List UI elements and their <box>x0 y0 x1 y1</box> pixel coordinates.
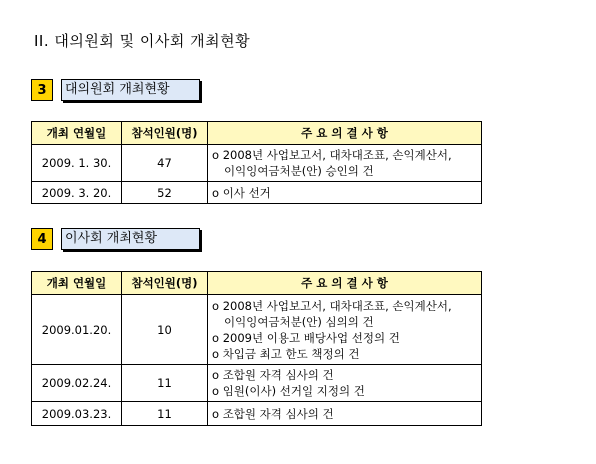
count-cell: 52 <box>122 182 208 204</box>
items-cell <box>208 182 482 204</box>
items-cell <box>208 365 482 402</box>
items-cell <box>208 295 482 365</box>
items-cell <box>208 402 482 426</box>
date-cell: 2009.02.24. <box>32 365 122 402</box>
count-cell: 10 <box>122 295 208 365</box>
board-meetings-table <box>31 271 482 426</box>
agenda-item: o 차입금 최고 한도 책정의 건 <box>212 346 360 361</box>
count-cell: 47 <box>122 145 208 182</box>
table-row <box>32 295 482 365</box>
page-title: II. 대의원회 및 이사회 개최현황 <box>34 32 251 50</box>
col-items-header: 주 요 의 결 사 항 <box>208 272 482 295</box>
count-cell: 11 <box>122 402 208 426</box>
date-cell: 2009. 1. 30. <box>32 145 122 182</box>
agenda-item: o 조합원 자격 심사의 건 <box>212 406 334 421</box>
table-header-row <box>32 122 482 145</box>
agenda-item: 이익잉여금처분(안) 승인의 건 <box>224 164 374 178</box>
section-title: 대의원회 개최현황 <box>61 79 200 101</box>
col-date-header: 개최 연월일 <box>32 272 122 295</box>
col-count-header: 참석인원(명) <box>122 122 208 145</box>
assembly-meetings-table <box>31 121 482 204</box>
agenda-item: o 2009년 이용고 배당사업 선정의 건 <box>212 330 400 345</box>
items-cell <box>208 145 482 182</box>
date-cell: 2009.01.20. <box>32 295 122 365</box>
section-3-header <box>31 79 200 101</box>
date-cell: 2009. 3. 20. <box>32 182 122 204</box>
agenda-item: o 이사 선거 <box>212 185 271 200</box>
agenda-item: o 2008년 사업보고서, 대차대조표, 손익계산서, <box>212 298 452 313</box>
count-cell: 11 <box>122 365 208 402</box>
table-header-row <box>32 272 482 295</box>
agenda-item: o 조합원 자격 심사의 건 <box>212 368 334 382</box>
agenda-item: o 2008년 사업보고서, 대차대조표, 손익계산서, <box>212 148 452 162</box>
section-title: 이사회 개최현황 <box>61 228 200 250</box>
table-row <box>32 145 482 182</box>
agenda-item: 이익잉여금처분(안) 심의의 건 <box>224 314 374 329</box>
section-number-badge: 3 <box>31 79 53 101</box>
table-row <box>32 182 482 204</box>
agenda-item: o 임원(이사) 선거일 지정의 건 <box>212 384 365 398</box>
col-items-header: 주 요 의 결 사 항 <box>208 122 482 145</box>
section-number-badge: 4 <box>31 228 53 250</box>
table-row <box>32 365 482 402</box>
date-cell: 2009.03.23. <box>32 402 122 426</box>
table-row <box>32 402 482 426</box>
col-count-header: 참석인원(명) <box>122 272 208 295</box>
section-4-header <box>31 228 200 250</box>
col-date-header: 개최 연월일 <box>32 122 122 145</box>
